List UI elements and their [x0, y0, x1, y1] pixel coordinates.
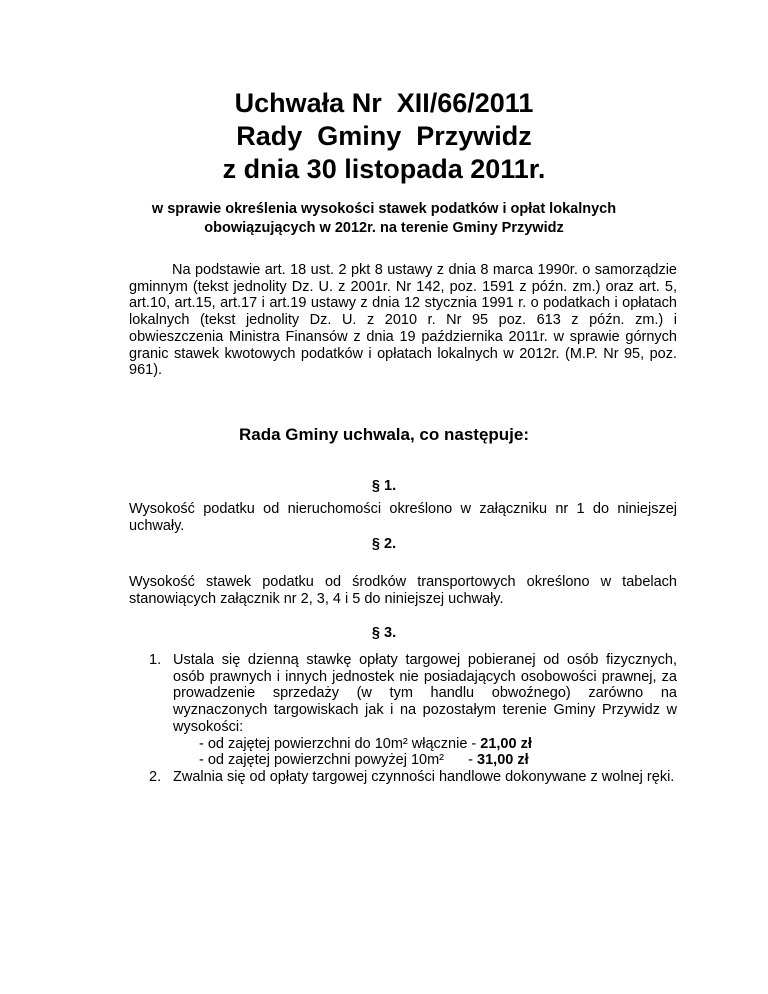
rate-value: 31,00 zł	[477, 752, 529, 769]
list-item	[129, 652, 677, 769]
legal-basis-paragraph: Na podstawie art. 18 ust. 2 pkt 8 ustawy z dnia 8 marca 1990r. o samorządzie gminnym (tekst jednolity Dz. U. z 2001r. Nr 142, poz. 1591 z późn. zm.) oraz art. 5, art.10, art.15, art.17 i art.19 ustawy z dnia 12 stycznia 1991 r. o podatkach i opłatach lokalnych (tekst jednolity Dz. U. z 2010 r. Nr 95 poz. 613 z późn. zm.) i obwieszczenia Ministra Finansów z dnia 19 października 2011r. w sprawie górnych granic stawek kwotowych podatków i opłatach lokalnych w 2012r. (M.P. Nr 95, poz. 961).	[129, 262, 677, 379]
section-1-text: Wysokość podatku od nieruchomości określono w załączniku nr 1 do niniejszej uchwały.	[129, 501, 677, 534]
section-2-heading: § 2.	[371, 536, 397, 552]
rate-row-large-area	[199, 752, 677, 769]
subject-line-2: obowiązujących w 2012r. na terenie Gminy Przywidz	[204, 220, 564, 236]
section-2-text: Wysokość stawek podatku od środków transportowych określono w tabelach stanowiących załącznik nr 2, 3, 4 i 5 do niniejszej uchwały.	[129, 574, 677, 607]
title-line-date: z dnia 30 listopada 2011r.	[222, 154, 546, 184]
section-1-heading: § 1.	[371, 478, 397, 494]
title-line-number: Uchwała Nr XII/66/2011	[234, 88, 534, 118]
subject-line-1: w sprawie określenia wysokości stawek podatków i opłat lokalnych	[151, 201, 617, 217]
rate-value: 21,00 zł	[480, 735, 532, 752]
exemption-text: Zwalnia się od opłaty targowej czynności handlowe dokonywane z wolnej ręki.	[173, 768, 675, 785]
resolution-subject	[100, 200, 668, 238]
title-line-council: Rady Gminy Przywidz	[236, 121, 532, 151]
section-3-heading: § 3.	[371, 625, 397, 641]
council-resolves-heading: Rada Gminy uchwala, co następuje:	[238, 425, 530, 444]
list-item-number: 2.	[149, 768, 162, 785]
section-3-list	[129, 652, 677, 786]
rate-row-small-area	[199, 736, 677, 753]
resolution-title	[0, 87, 768, 186]
rate-label: - od zajętej powierzchni do 10m² włącznie -	[199, 735, 481, 752]
rate-label: - od zajętej powierzchni powyżej 10m² -	[199, 752, 478, 769]
market-fee-text: Ustala się dzienną stawkę opłaty targowej pobieranej od osób fizycznych, osób prawnych i innych jednostek nie posiadających osobowości prawnej, za prowadzenie sprzedaży (w tym handlu obwoźnego) zarówno na wyznaczonych targowiskach jak i na pozostałym terenie Gminy Przywidz w wysokości:	[173, 652, 677, 735]
list-item-number: 1.	[149, 652, 162, 668]
list-item	[129, 769, 677, 786]
